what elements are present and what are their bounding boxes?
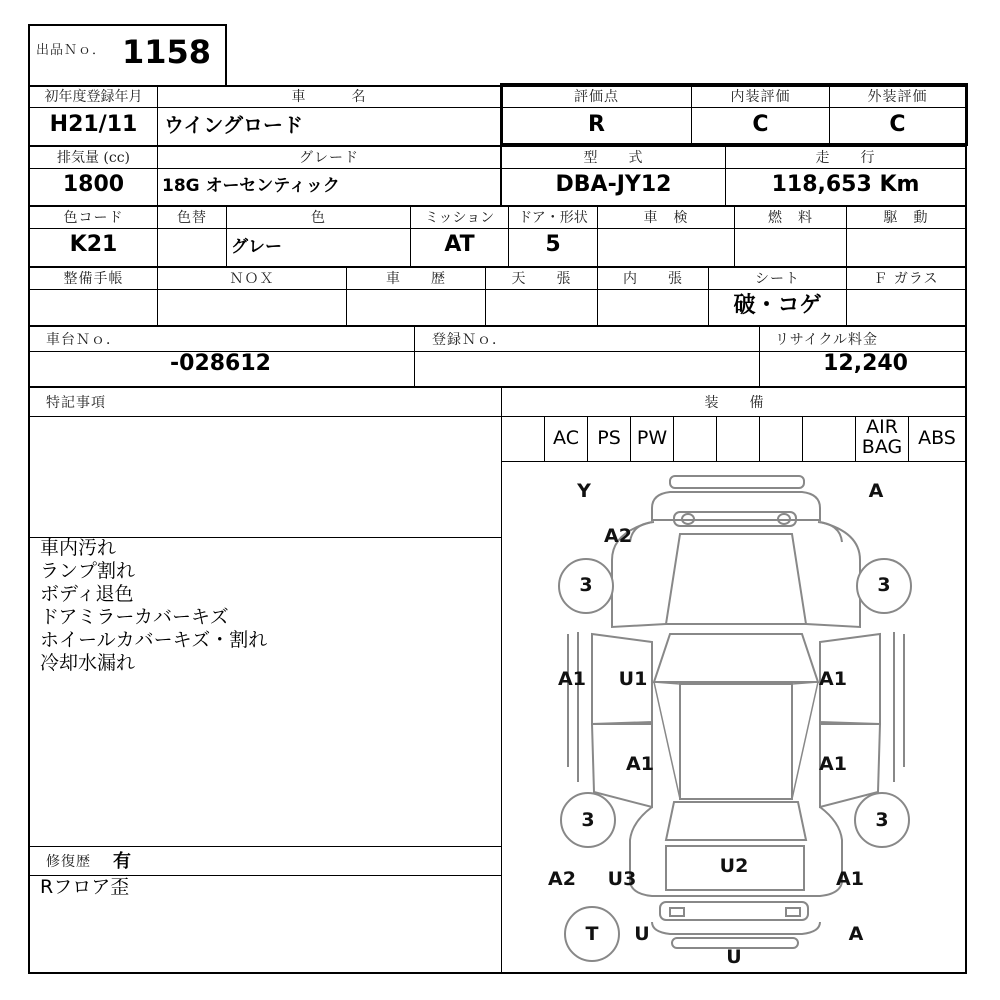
- score-value: R: [588, 112, 605, 137]
- equipment-item: ABS: [918, 427, 956, 449]
- damage-mark: U2: [719, 855, 749, 877]
- model-value: DBA-JY12: [555, 172, 672, 197]
- mileage-value: 118,653 Km: [771, 172, 920, 197]
- color-value: グレー: [231, 237, 282, 257]
- damage-mark: U: [726, 946, 742, 968]
- car-name-label: 車 名: [291, 89, 367, 105]
- damage-mark: 3: [581, 809, 595, 831]
- lot-number: 1158: [122, 33, 212, 71]
- equipment-item: PW: [636, 427, 668, 449]
- inspection-label: 車 検: [643, 210, 689, 226]
- mileage-label: 走 行: [815, 150, 876, 166]
- doors-label: ドア・形状: [518, 210, 588, 226]
- equipment-item: PS: [597, 427, 621, 449]
- remarks-label: 特記事項: [46, 395, 106, 411]
- transmission-value: AT: [444, 232, 475, 257]
- damage-mark: A1: [836, 868, 864, 890]
- first-reg-value: H21/11: [49, 112, 138, 137]
- interior-label: 内装評価: [730, 89, 791, 105]
- damage-mark: U3: [607, 868, 637, 890]
- doors-value: 5: [545, 232, 561, 257]
- exterior-label: 外装評価: [867, 89, 928, 105]
- exterior-value: C: [889, 112, 906, 137]
- seat-label: シート: [755, 271, 800, 287]
- car-name-value: ウイングロード: [164, 113, 303, 137]
- roof-label: 天 張: [511, 271, 572, 287]
- repair-label: 修復歴: [46, 854, 91, 870]
- damage-mark: A1: [626, 753, 654, 775]
- repair-value: 有: [113, 851, 131, 872]
- repair-detail: Rフロア歪: [40, 876, 130, 898]
- chassis-label: 車台Ｎｏ．: [46, 332, 121, 348]
- grade-value: 18G オーセンティック: [162, 176, 340, 196]
- interior-value: C: [752, 112, 769, 137]
- chassis-value: -028612: [170, 351, 271, 376]
- remark-line: ホイールカバーキズ・割れ: [40, 629, 268, 651]
- damage-mark: A1: [819, 753, 847, 775]
- history-label: 車 歴: [386, 271, 446, 287]
- recycle-value: 12,240: [823, 351, 908, 376]
- damage-mark: 3: [875, 809, 889, 831]
- first-reg-label: 初年度登録年月: [44, 89, 143, 105]
- car-diagram: [502, 462, 966, 974]
- color-code-value: K21: [69, 232, 118, 257]
- equipment-label: 装 備: [704, 395, 765, 411]
- remark-line: ボディ退色: [40, 583, 134, 605]
- registration-label: 登録Ｎｏ．: [432, 332, 507, 348]
- damage-mark: A1: [819, 668, 847, 690]
- remark-line: ドアミラーカバーキズ: [40, 606, 229, 628]
- interior-lining-label: 内 張: [623, 271, 683, 287]
- model-label: 型 式: [583, 150, 644, 166]
- damage-mark: 3: [579, 574, 593, 596]
- seat-value: 破・コゲ: [733, 293, 822, 318]
- damage-mark: A: [868, 480, 884, 502]
- color-code-label: 色コード: [63, 210, 124, 226]
- damage-mark: A1: [558, 668, 586, 690]
- remark-line: 冷却水漏れ: [40, 652, 136, 674]
- damage-mark: Y: [577, 480, 591, 502]
- damage-mark: A2: [548, 868, 576, 890]
- drive-label: 駆 動: [883, 210, 929, 226]
- displacement-value: 1800: [62, 172, 125, 197]
- repaint-label: 色替: [177, 210, 207, 226]
- grade-label: グレード: [299, 150, 359, 166]
- maintenance-label: 整備手帳: [63, 271, 124, 287]
- recycle-label: リサイクル料金: [775, 332, 879, 348]
- damage-mark: U1: [618, 668, 648, 690]
- equipment-item: AIR BAG: [861, 416, 903, 458]
- damage-mark: A: [848, 923, 864, 945]
- remark-line: ランプ割れ: [40, 560, 136, 582]
- displacement-label: 排気量 (cc): [56, 150, 131, 166]
- color-label: 色: [311, 210, 326, 226]
- damage-mark: T: [585, 923, 599, 945]
- remark-line: 車内汚れ: [40, 537, 117, 559]
- damage-mark: U: [634, 923, 650, 945]
- damage-mark: A2: [604, 525, 632, 547]
- transmission-label: ミッション: [424, 210, 495, 226]
- damage-mark: 3: [877, 574, 891, 596]
- lot-label: 出品Ｎｏ．: [36, 43, 107, 58]
- score-label: 評価点: [574, 89, 619, 105]
- fuel-label: 燃 料: [768, 210, 813, 226]
- equipment-item: AC: [553, 427, 579, 449]
- f-glass-label: Ｆ ガラス: [873, 271, 939, 287]
- nox-label: ＮＯＸ: [229, 271, 275, 287]
